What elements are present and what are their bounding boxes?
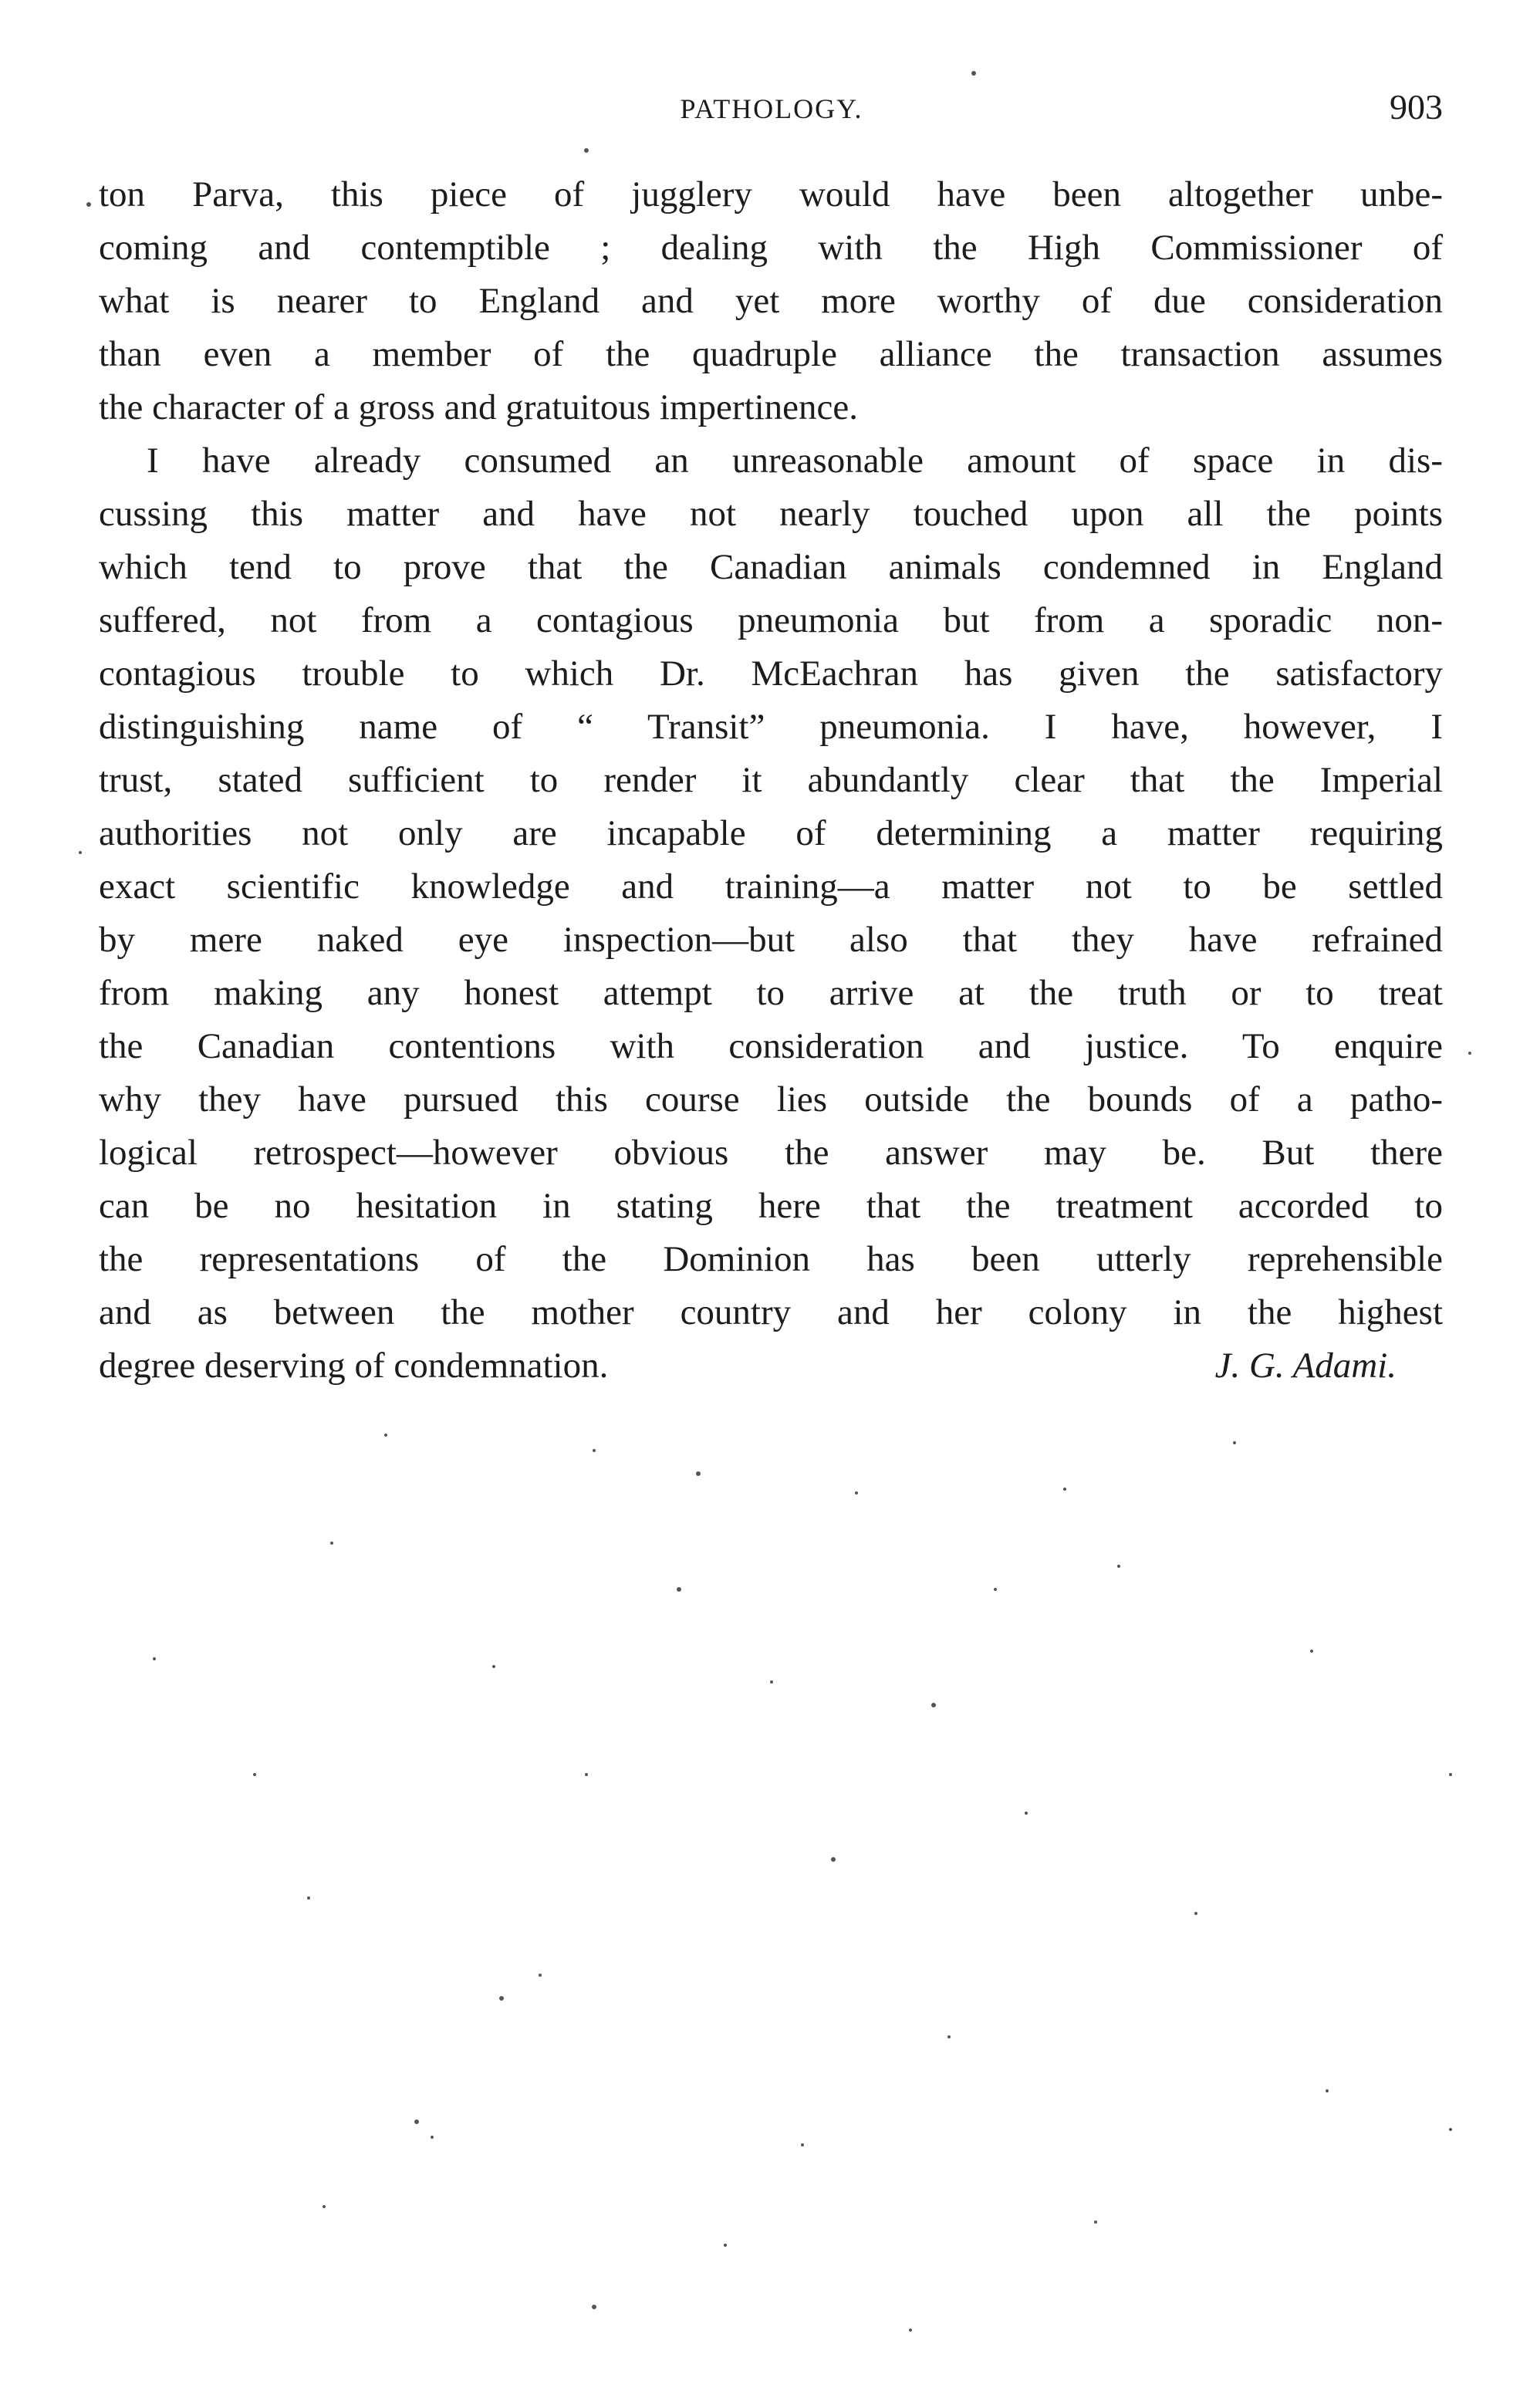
text-line: contagious trouble to which Dr. McEachran has given the satisfactory — [99, 654, 1443, 694]
text-line: what is nearer to England and yet more worthy of due consideration — [99, 281, 1443, 321]
text-line: logical retrospect—however obvious the answer may be. But there — [99, 1133, 1443, 1173]
author-signature: J. G. Adami. — [1214, 1346, 1397, 1386]
text-line: coming and contemptible ; dealing with the High Commissioner of — [99, 228, 1443, 268]
text-line: the character of a gross and gratuitous impertinence. — [99, 387, 858, 427]
text-line: cussing this matter and have not nearly touched upon all the points — [99, 494, 1443, 534]
text-line: ton Parva, this piece of jugglery would have been altogether unbe- — [99, 174, 1443, 214]
text-line: which tend to prove that the Canadian animals condemned in England — [99, 547, 1443, 587]
closing-line — [99, 1339, 1443, 1393]
text-line: suffered, not from a contagious pneumonia but from a sporadic non- — [99, 600, 1443, 640]
running-head — [100, 86, 1443, 133]
paragraph-first-line: I have already consumed an unreasonable amount of space in dis- — [147, 441, 1443, 481]
text-line: by mere naked eye inspection—but also that they have refrained — [99, 920, 1443, 960]
running-title: PATHOLOGY. — [680, 93, 863, 124]
body-text — [99, 168, 1443, 1393]
text-line: the representations of the Dominion has been utterly reprehensible — [99, 1239, 1443, 1279]
text-line: authorities not only are incapable of determining a matter requiring — [99, 813, 1443, 853]
text-line: distinguishing name of “ Transit” pneumonia. I have, however, I — [99, 707, 1443, 747]
text-line: and as between the mother country and her colony in the highest — [99, 1292, 1443, 1332]
text-line: trust, stated sufficient to render it abundantly clear that the Imperial — [99, 760, 1443, 800]
text-line: from making any honest attempt to arrive at the truth or to treat — [99, 973, 1443, 1013]
page-number: 903 — [1390, 87, 1443, 127]
text-line: can be no hesitation in stating here that the treatment accorded to — [99, 1186, 1443, 1226]
text-line: the Canadian contentions with consideration and justice. To enquire — [99, 1026, 1443, 1066]
text-line: exact scientific knowledge and training—a matter not to be settled — [99, 866, 1443, 907]
text-line: why they have pursued this course lies outside the bounds of a patho- — [99, 1079, 1443, 1120]
text-line: than even a member of the quadruple alliance the transaction assumes — [99, 334, 1443, 374]
closing-text: degree deserving of condemnation. — [99, 1346, 609, 1386]
